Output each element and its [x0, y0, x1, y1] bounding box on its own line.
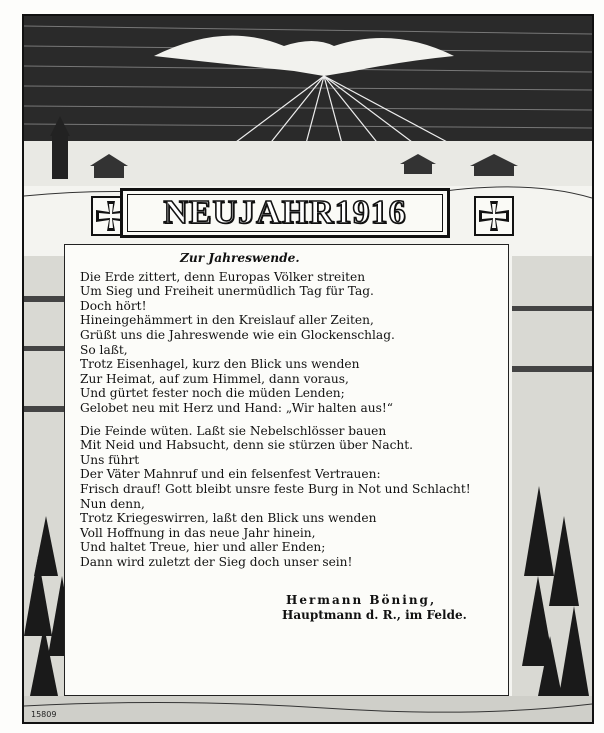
poem-line: Und gürtet fester noch die müden Lenden; [80, 386, 345, 401]
poem-line: Hineingehämmert in den Kreislauf aller Zeiten, [80, 313, 374, 328]
poem-line: Grüßt uns die Jahreswende wie ein Glockenschlag. [80, 327, 395, 342]
poem-line: Gelobet neu mit Herz und Hand: „Wir halten aus!“ [80, 400, 393, 415]
stanza-2 [80, 424, 510, 570]
poem [80, 251, 510, 569]
author-rank: Hauptmann d. R., im Felde. [282, 608, 467, 622]
title-banner [120, 188, 450, 238]
poem-line: Uns führt [80, 452, 140, 467]
page-title: NEUJAHR1916 [163, 194, 407, 231]
poem-line: Voll Hoffnung in das neue Jahr hinein, [80, 525, 316, 540]
poem-line: So laßt, [80, 342, 128, 357]
poem-line: Trotz Eisenhagel, kurz den Blick uns wenden [80, 357, 360, 372]
title-banner-inner [127, 194, 443, 232]
poem-line: Trotz Kriegeswirren, laßt den Blick uns wenden [80, 511, 377, 526]
poem-line: Der Väter Mahnruf und ein felsenfest Vertrauen: [80, 467, 381, 482]
poem-line: Mit Neid und Habsucht, denn sie stürzen über Nacht. [80, 438, 414, 453]
poem-line: Doch hört! [80, 298, 147, 313]
stanza-1 [80, 270, 510, 416]
poem-line: Um Sieg und Freiheit unermüdlich Tag für Tag. [80, 284, 374, 299]
poem-line: Zur Heimat, auf zum Himmel, dann voraus, [80, 371, 349, 386]
iron-cross-icon-right [474, 196, 514, 236]
author-signature [282, 593, 467, 623]
poem-line: Nun denn, [80, 496, 145, 511]
stanza-gap [80, 416, 510, 424]
poem-heading: Zur Jahreswende. [180, 251, 300, 265]
poem-line: Die Feinde wüten. Laßt sie Nebelschlösser bauen [80, 423, 387, 438]
poem-line: Dann wird zuletzt der Sieg doch unser sein! [80, 554, 353, 569]
poem-line: Frisch drauf! Gott bleibt unsre feste Burg in Not und Schlacht! [80, 481, 471, 496]
poem-line: Und haltet Treue, hier und aller Enden; [80, 540, 326, 555]
poem-line: Die Erde zittert, denn Europas Völker streiten [80, 269, 366, 284]
print-number: 15809 [31, 710, 57, 719]
author-name: Hermann Böning, [286, 593, 437, 607]
